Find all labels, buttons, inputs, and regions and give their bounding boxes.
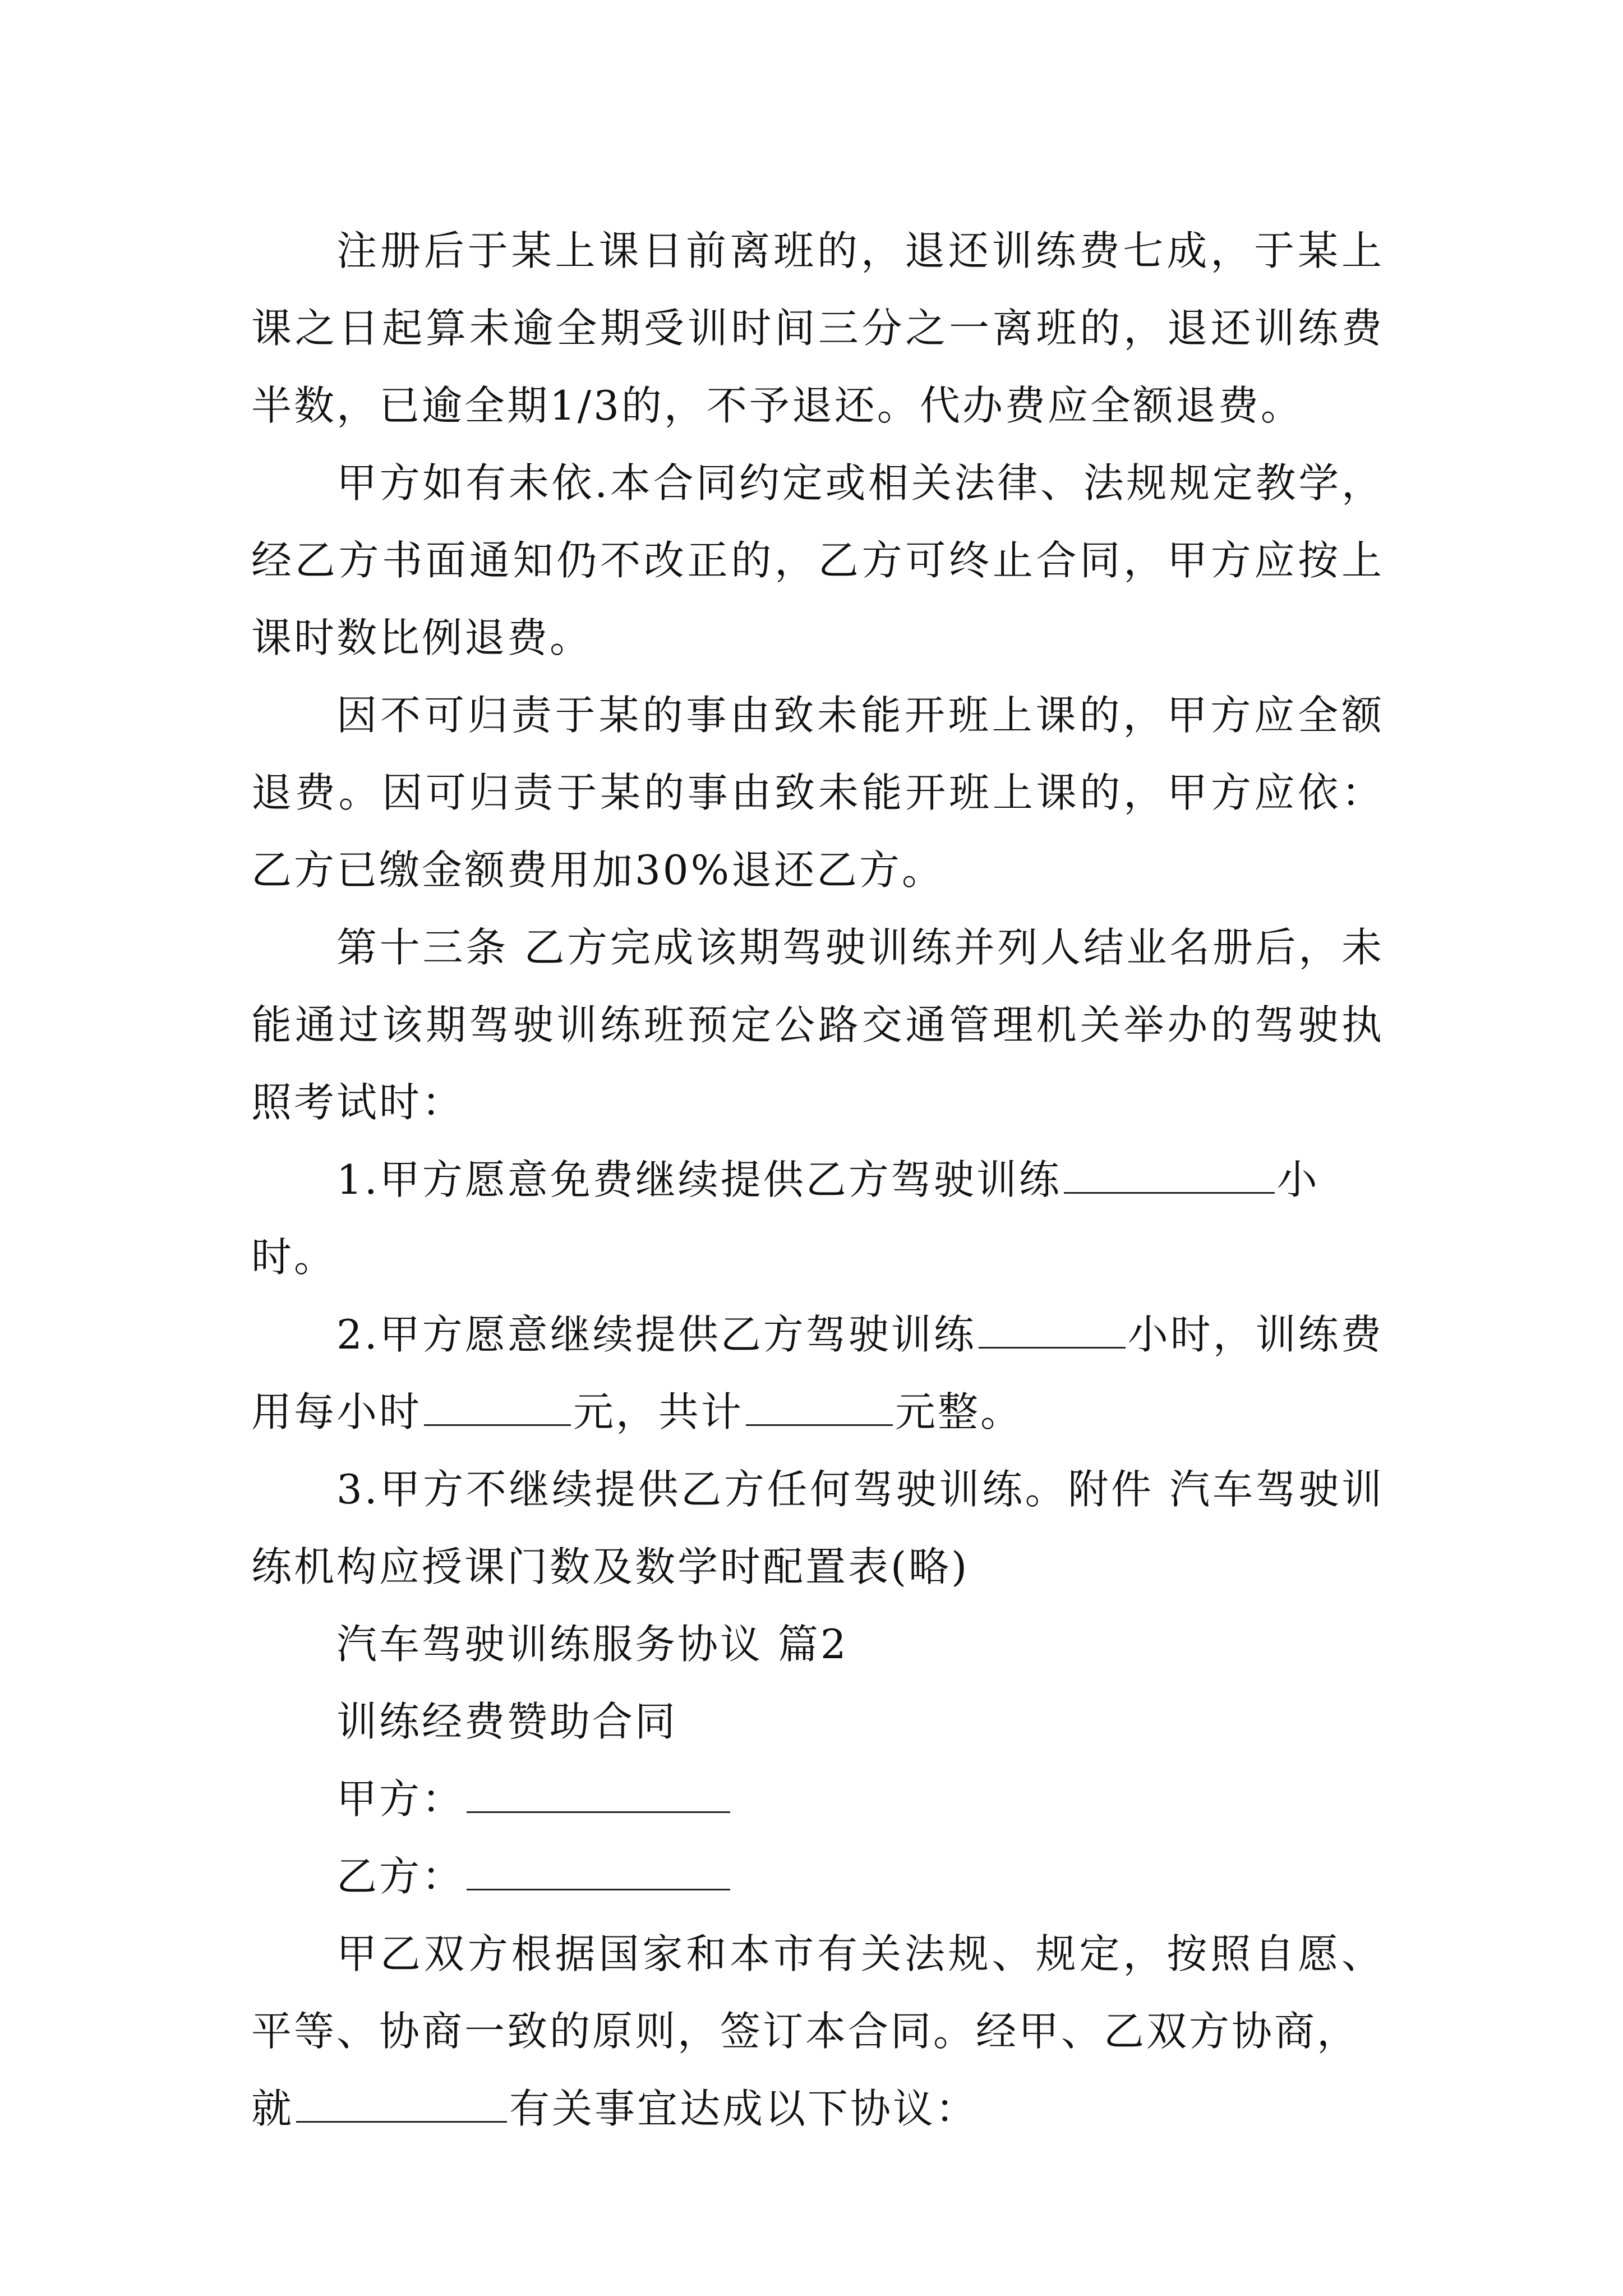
party-b-blank	[467, 1855, 730, 1890]
paragraph-article-13: 第十三条 乙方完成该期驾驶训练并列人结业名册后，未能通过该期驾驶训练班预定公路交通管理机关举办的驾驶执照考试时：	[251, 924, 1384, 1126]
paragraph-refund-terms: 注册后于某上课日前离班的，退还训练费七成，于某上课之日起算未逾全期受训时间三分之一离班的，退还训练费半数，已逾全期1/3的，不予退还。代办费应全额退费。	[251, 227, 1384, 429]
option-1-suffix: 小时。	[251, 1156, 1320, 1281]
subject-blank	[296, 2087, 507, 2123]
party-a-blank	[467, 1778, 730, 1813]
subject-prefix: 就	[251, 2085, 294, 2132]
contract-title: 训练经费赞助合同	[336, 1698, 678, 1745]
agreement-basis-text: 甲乙双方根据国家和本市有关法规、规定，按照自愿、平等、协商一致的原则，签订本合同。经甲、乙双方协商，	[251, 1930, 1384, 2055]
hours-blank	[1064, 1158, 1275, 1194]
total-fee-blank	[746, 1391, 893, 1426]
hours-blank	[979, 1313, 1126, 1349]
document-body	[251, 212, 1384, 2147]
option-2-total-text: 元，共计	[573, 1388, 744, 1435]
option-1-text: 1.甲方愿意免费继续提供乙方驾驶训练	[336, 1156, 1062, 1203]
paragraph-termination: 甲方如有未依.本合同约定或相关法律、法规规定教学，经乙方书面通知仍不改正的，乙方可终止合同，甲方应按上课时数比例退费。	[251, 459, 1384, 661]
paragraph-class-cancellation: 因不可归责于某的事由致未能开班上课的，甲方应全额退费。因可归责于某的事由致未能开班上课的，甲方应依：乙方已缴金额费用加30%退还乙方。	[251, 692, 1384, 894]
hourly-fee-blank	[424, 1391, 571, 1426]
section-heading: 汽车驾驶训练服务协议 篇2	[336, 1621, 849, 1668]
subject-suffix: 有关事宜达成以下协议：	[509, 2085, 979, 2132]
paragraph-agreement-basis	[251, 1915, 1384, 2070]
option-2-suffix: 元整。	[895, 1388, 1023, 1435]
paragraph-option-1	[251, 1141, 1384, 1296]
party-b-label: 乙方：	[336, 1853, 465, 1900]
party-b-line	[251, 1838, 1384, 1915]
option-2-text: 2.甲方愿意继续提供乙方驾驶训练	[336, 1311, 976, 1358]
party-a-line	[251, 1760, 1384, 1838]
party-a-label: 甲方：	[336, 1775, 465, 1823]
option-2-fee-text: 小时，训练费用每小时	[251, 1311, 1384, 1435]
paragraph-option-2	[251, 1296, 1384, 1451]
paragraph-agreement-subject	[251, 2070, 1384, 2147]
paragraph-option-3: 3.甲方不继续提供乙方任何驾驶训练。附件 汽车驾驶训练机构应授课门数及数学时配置表(略)	[251, 1466, 1384, 1590]
